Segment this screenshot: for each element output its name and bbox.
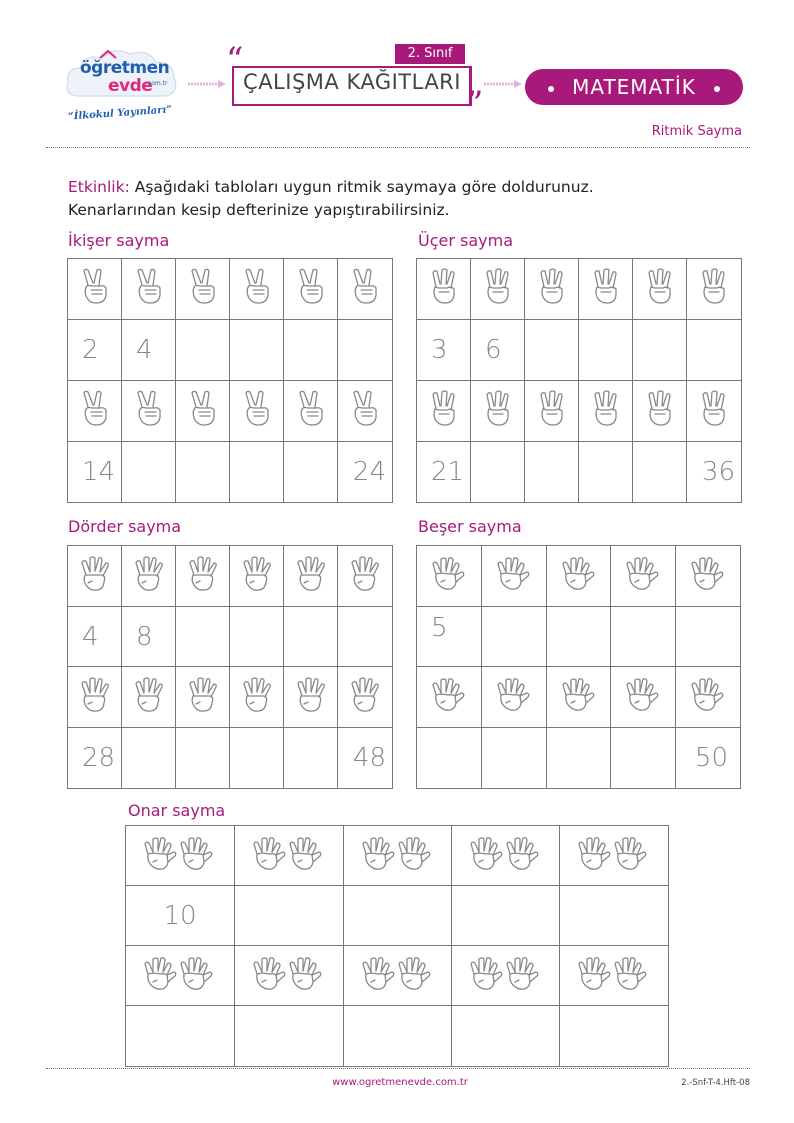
answer-cell[interactable] [338, 320, 393, 381]
hand-cell [417, 381, 471, 442]
answer-cell[interactable] [122, 442, 176, 503]
section-title-threes: Üçer sayma [418, 231, 514, 250]
answer-cell[interactable]: 6 [471, 320, 525, 381]
answer-cell[interactable] [284, 728, 338, 789]
answer-cell[interactable]: 14 [68, 442, 122, 503]
publisher-logo [62, 46, 180, 130]
answer-cell[interactable]: 10 [126, 886, 235, 946]
open-hand-icon [429, 554, 469, 594]
logo-domain: .com.tr [146, 80, 168, 87]
answer-cell[interactable] [284, 607, 338, 667]
two-open-hands-icon [244, 834, 334, 874]
hand-cell [687, 259, 742, 320]
two-open-hands-icon [461, 834, 551, 874]
hand-cell [471, 259, 525, 320]
footer-divider [46, 1068, 750, 1069]
hand-cell [68, 667, 122, 728]
two-open-hands-icon [135, 834, 225, 874]
four-finger-hand-icon [294, 554, 328, 594]
logo-top-text: öğretmen [80, 58, 170, 78]
two-open-hands-icon [353, 954, 443, 994]
answer-cell[interactable] [176, 728, 230, 789]
instruction-text: Aşağıdaki tabloları uygun ritmik saymaya göre doldurunuz. Kenarlarından kesip defterinize yapıştırabilirsiniz. [68, 178, 594, 219]
header-divider [46, 147, 750, 148]
arrow-right-icon [188, 80, 226, 88]
section-title-tens: Onar sayma [128, 801, 226, 820]
topic-label: Ritmik Sayma [651, 124, 742, 139]
hand-cell [235, 826, 344, 886]
hand-cell [482, 546, 547, 607]
two-open-hands-icon [461, 954, 551, 994]
three-finger-hand-icon [589, 267, 623, 307]
answer-cell[interactable]: 8 [122, 607, 176, 667]
open-hand-icon [623, 554, 663, 594]
answer-cell[interactable] [547, 607, 611, 667]
three-finger-hand-icon [589, 389, 623, 429]
hand-cell [230, 259, 284, 320]
hand-cell [284, 259, 338, 320]
answer-cell[interactable]: 4 [68, 607, 122, 667]
open-hand-icon [494, 675, 534, 715]
answer-cell[interactable]: 5 [417, 607, 482, 667]
grid-fives [416, 545, 741, 789]
hand-cell [344, 946, 452, 1006]
four-finger-hand-icon [186, 554, 220, 594]
four-finger-hand-icon [132, 554, 166, 594]
answer-cell[interactable]: 4 [122, 320, 176, 381]
hand-cell [417, 546, 482, 607]
two-finger-hand-icon [78, 389, 112, 429]
answer-cell[interactable] [284, 320, 338, 381]
logo-subtitle: “İlkokul Yayınları” [67, 104, 173, 123]
section-title-fours: Dörder sayma [68, 517, 182, 536]
section-title-fives: Beşer sayma [418, 517, 522, 536]
hand-cell [579, 259, 633, 320]
section-title-twos: İkişer sayma [68, 231, 170, 250]
two-finger-hand-icon [294, 267, 328, 307]
answer-cell[interactable] [482, 728, 547, 789]
grid-threes [416, 258, 742, 503]
arrow-right-icon [484, 80, 522, 88]
three-finger-hand-icon [697, 267, 731, 307]
answer-cell[interactable]: 2 [68, 320, 122, 381]
footer-url[interactable]: www.ogretmenevde.com.tr [332, 1077, 468, 1088]
answer-cell[interactable] [676, 607, 741, 667]
answer-cell[interactable] [525, 320, 579, 381]
hand-cell [547, 546, 611, 607]
hand-cell [344, 826, 452, 886]
four-finger-hand-icon [240, 675, 274, 715]
three-finger-hand-icon [697, 389, 731, 429]
open-hand-icon [623, 675, 663, 715]
two-finger-hand-icon [348, 267, 382, 307]
answer-cell[interactable] [560, 886, 669, 946]
two-open-hands-icon [569, 954, 659, 994]
open-hand-icon [688, 675, 728, 715]
bullet-icon [714, 86, 720, 92]
hand-cell [452, 826, 560, 886]
hand-cell [126, 826, 235, 886]
three-finger-hand-icon [427, 389, 461, 429]
hand-cell [560, 826, 669, 886]
three-finger-hand-icon [535, 267, 569, 307]
answer-cell[interactable] [344, 886, 452, 946]
answer-cell[interactable] [230, 320, 284, 381]
answer-cell[interactable] [482, 607, 547, 667]
answer-cell[interactable] [230, 442, 284, 503]
four-finger-hand-icon [240, 554, 274, 594]
hand-cell [633, 381, 687, 442]
four-finger-hand-icon [78, 675, 112, 715]
answer-cell[interactable] [525, 442, 579, 503]
hand-cell [417, 259, 471, 320]
three-finger-hand-icon [427, 267, 461, 307]
grid-fours [67, 545, 393, 789]
answer-cell[interactable] [452, 886, 560, 946]
hand-cell [176, 667, 230, 728]
hand-cell [68, 546, 122, 607]
hand-cell [676, 667, 741, 728]
hand-cell [176, 259, 230, 320]
hand-cell [687, 381, 742, 442]
answer-cell[interactable] [230, 607, 284, 667]
three-finger-hand-icon [535, 389, 569, 429]
answer-cell[interactable] [126, 1006, 235, 1067]
answer-cell[interactable] [611, 728, 676, 789]
hand-cell [471, 381, 525, 442]
grid-tens [125, 825, 669, 1067]
answer-cell[interactable]: 21 [417, 442, 471, 503]
answer-cell[interactable] [122, 728, 176, 789]
two-finger-hand-icon [186, 267, 220, 307]
hand-cell [579, 381, 633, 442]
answer-cell[interactable] [235, 1006, 344, 1067]
three-finger-hand-icon [481, 389, 515, 429]
hand-cell [338, 667, 393, 728]
hand-cell [417, 667, 482, 728]
hand-cell [230, 381, 284, 442]
two-finger-hand-icon [240, 389, 274, 429]
hand-cell [525, 259, 579, 320]
hand-cell [176, 381, 230, 442]
hand-cell [230, 546, 284, 607]
hand-cell [230, 667, 284, 728]
two-open-hands-icon [244, 954, 334, 994]
answer-cell[interactable] [284, 442, 338, 503]
instruction [68, 176, 688, 222]
two-finger-hand-icon [132, 389, 166, 429]
hand-cell [126, 946, 235, 1006]
two-finger-hand-icon [132, 267, 166, 307]
answer-cell[interactable]: 50 [676, 728, 741, 789]
four-finger-hand-icon [78, 554, 112, 594]
hand-cell [611, 667, 676, 728]
logo-bottom-text: evde [108, 76, 153, 96]
answer-cell[interactable]: 48 [338, 728, 393, 789]
hand-cell [176, 546, 230, 607]
answer-cell[interactable] [452, 1006, 560, 1067]
two-finger-hand-icon [186, 389, 220, 429]
answer-cell[interactable] [344, 1006, 452, 1067]
answer-cell[interactable]: 3 [417, 320, 471, 381]
answer-cell[interactable]: 24 [338, 442, 393, 503]
hand-cell [68, 259, 122, 320]
hand-cell [122, 259, 176, 320]
document-code: 2.-Snf-T-4.Hft-08 [681, 1078, 750, 1088]
four-finger-hand-icon [348, 675, 382, 715]
three-finger-hand-icon [481, 267, 515, 307]
open-quote-icon: “ [226, 40, 244, 80]
four-finger-hand-icon [132, 675, 166, 715]
open-hand-icon [494, 554, 534, 594]
answer-cell[interactable] [611, 607, 676, 667]
hand-cell [284, 546, 338, 607]
answer-cell[interactable] [471, 442, 525, 503]
open-hand-icon [429, 675, 469, 715]
answer-cell[interactable] [417, 728, 482, 789]
subject-badge [525, 69, 743, 105]
answer-cell[interactable] [579, 442, 633, 503]
answer-cell[interactable] [230, 728, 284, 789]
answer-cell[interactable] [176, 607, 230, 667]
answer-cell[interactable] [176, 442, 230, 503]
answer-cell[interactable] [176, 320, 230, 381]
grid-twos [67, 258, 393, 503]
two-open-hands-icon [569, 834, 659, 874]
open-hand-icon [559, 675, 599, 715]
four-finger-hand-icon [186, 675, 220, 715]
hand-cell [482, 667, 547, 728]
hand-cell [338, 546, 393, 607]
answer-cell[interactable]: 28 [68, 728, 122, 789]
hand-cell [284, 381, 338, 442]
two-finger-hand-icon [348, 389, 382, 429]
answer-cell[interactable] [633, 320, 687, 381]
two-open-hands-icon [135, 954, 225, 994]
hand-cell [235, 946, 344, 1006]
hand-cell [611, 546, 676, 607]
hand-cell [525, 381, 579, 442]
hand-cell [547, 667, 611, 728]
instruction-label: Etkinlik: [68, 178, 130, 196]
answer-cell[interactable] [547, 728, 611, 789]
two-open-hands-icon [353, 834, 443, 874]
open-hand-icon [688, 554, 728, 594]
four-finger-hand-icon [348, 554, 382, 594]
answer-cell[interactable]: 36 [687, 442, 742, 503]
hand-cell [122, 667, 176, 728]
hand-cell [122, 381, 176, 442]
open-hand-icon [559, 554, 599, 594]
bullet-icon [548, 86, 554, 92]
two-finger-hand-icon [294, 389, 328, 429]
answer-cell[interactable] [560, 1006, 669, 1067]
hand-cell [122, 546, 176, 607]
hand-cell [68, 381, 122, 442]
hand-cell [676, 546, 741, 607]
grade-badge: 2. Sınıf [395, 44, 465, 64]
hand-cell [284, 667, 338, 728]
four-finger-hand-icon [294, 675, 328, 715]
subject-label: MATEMATİK [572, 75, 696, 99]
close-quote-icon: ” [466, 84, 484, 124]
hand-cell [560, 946, 669, 1006]
answer-cell[interactable] [338, 607, 393, 667]
answer-cell[interactable] [235, 886, 344, 946]
page-title: ÇALIŞMA KAĞITLARI [243, 70, 461, 94]
answer-cell[interactable] [687, 320, 742, 381]
two-finger-hand-icon [240, 267, 274, 307]
hand-cell [338, 381, 393, 442]
three-finger-hand-icon [643, 389, 677, 429]
hand-cell [633, 259, 687, 320]
three-finger-hand-icon [643, 267, 677, 307]
hand-cell [338, 259, 393, 320]
answer-cell[interactable] [579, 320, 633, 381]
answer-cell[interactable] [633, 442, 687, 503]
two-finger-hand-icon [78, 267, 112, 307]
hand-cell [452, 946, 560, 1006]
